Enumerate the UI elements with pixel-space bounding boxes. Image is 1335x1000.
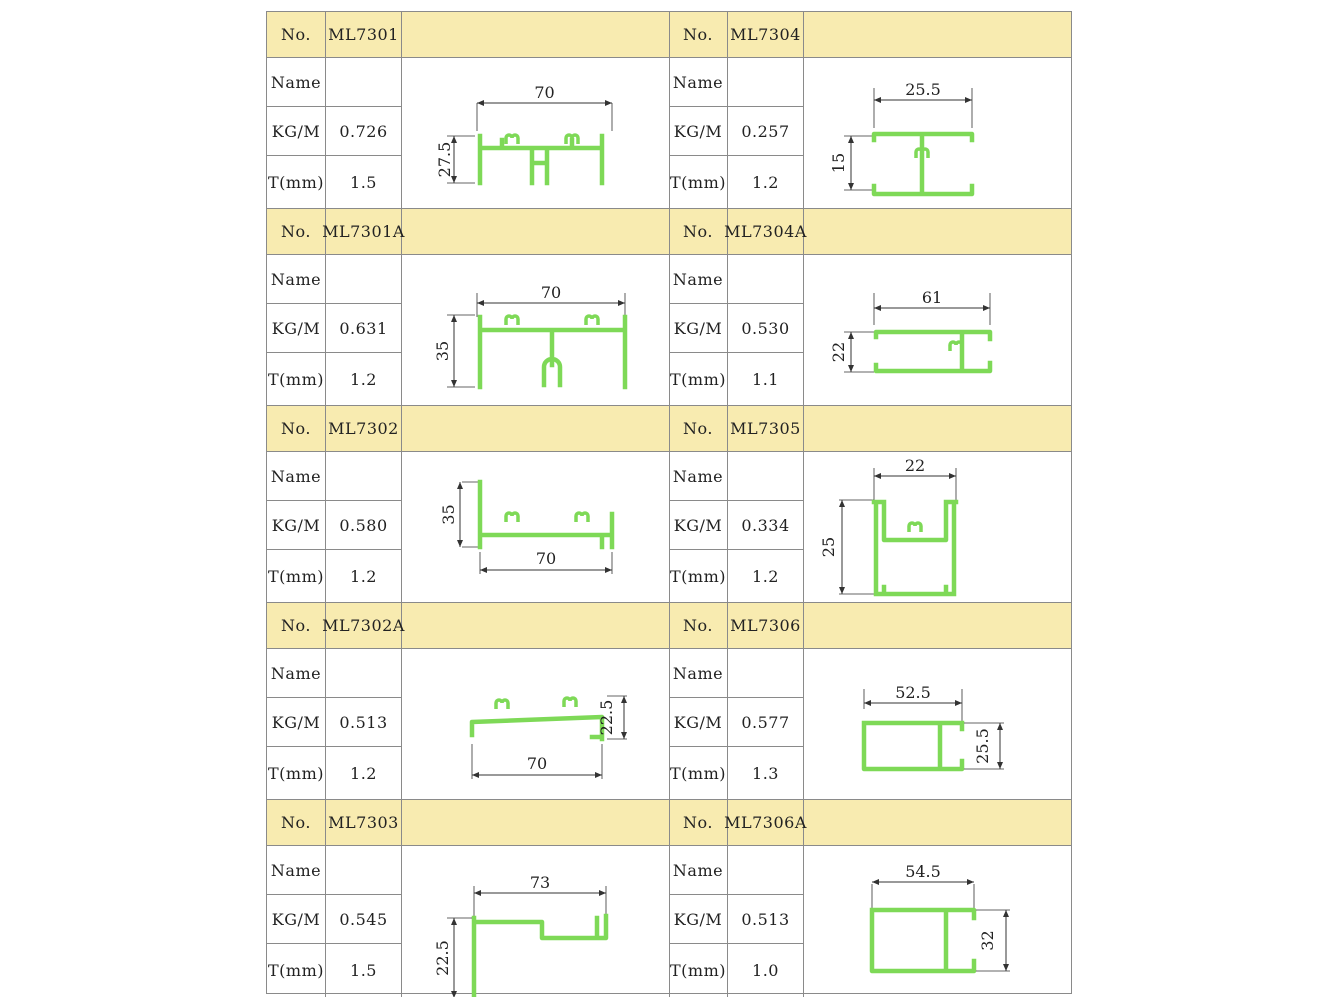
dimension-label: 70	[526, 754, 548, 773]
kgm-value: 0.530	[728, 304, 804, 353]
kgm-label: KG/M	[267, 107, 326, 156]
profile-cross-section	[402, 846, 669, 997]
kgm-label: KG/M	[267, 698, 326, 747]
dimension-label: 35	[433, 340, 452, 362]
dimension-label: 52.5	[895, 683, 931, 702]
name-label: Name	[669, 649, 728, 698]
name-value	[728, 255, 804, 304]
name-value	[326, 255, 402, 304]
product-number: ML7301	[326, 12, 402, 57]
thickness-value: 1.1	[728, 353, 804, 406]
no-label: No.	[669, 800, 728, 845]
no-label: No.	[267, 12, 326, 57]
thickness-value: 1.2	[326, 550, 402, 603]
product-card	[669, 209, 1071, 406]
product-header	[267, 12, 669, 58]
profile-section	[872, 910, 974, 971]
kgm-label: KG/M	[669, 895, 728, 944]
thickness-value: 1.2	[326, 747, 402, 800]
profile-drawing	[402, 649, 669, 800]
profile-cross-section	[804, 846, 1071, 997]
product-number: ML7304	[728, 12, 804, 57]
clip-feature	[506, 316, 518, 325]
thickness-value: 1.5	[326, 944, 402, 997]
name-label: Name	[669, 846, 728, 895]
kgm-label: KG/M	[267, 501, 326, 550]
dimension-label: 70	[534, 83, 555, 102]
product-header	[669, 406, 1071, 452]
kgm-value: 0.545	[326, 895, 402, 944]
name-label: Name	[267, 58, 326, 107]
name-label: Name	[669, 58, 728, 107]
profile-cross-section	[804, 58, 1071, 209]
kgm-label: KG/M	[669, 107, 728, 156]
profile-section	[876, 332, 990, 371]
height-dimension	[973, 723, 1003, 769]
height-dimension	[439, 482, 463, 547]
thickness-value: 1.2	[728, 156, 804, 209]
kgm-value: 0.513	[326, 698, 402, 747]
column-divider	[669, 800, 670, 997]
column-divider	[669, 12, 670, 209]
kgm-label: KG/M	[267, 304, 326, 353]
kgm-label: KG/M	[669, 698, 728, 747]
column-divider	[669, 406, 670, 603]
width-dimension	[872, 862, 974, 885]
product-number: ML7306A	[728, 800, 804, 845]
product-card	[669, 406, 1071, 603]
dimension-label: 70	[535, 549, 557, 568]
product-card	[267, 603, 669, 800]
width-dimension	[474, 873, 606, 896]
width-dimension	[874, 80, 972, 103]
height-dimension	[829, 136, 854, 190]
product-number: ML7305	[728, 406, 804, 451]
product-header	[267, 603, 669, 649]
product-header	[669, 12, 1071, 58]
no-label: No.	[267, 800, 326, 845]
product-number: ML7303	[326, 800, 402, 845]
thickness-label: T(mm)	[669, 944, 728, 997]
no-label: No.	[267, 603, 326, 648]
kgm-label: KG/M	[669, 501, 728, 550]
dimension-label: 25.5	[905, 80, 941, 99]
product-card	[267, 800, 669, 997]
dimension-label: 22	[904, 456, 926, 475]
no-label: No.	[669, 406, 728, 451]
clip-feature	[586, 316, 598, 325]
thickness-value: 1.5	[326, 156, 402, 209]
thickness-label: T(mm)	[267, 944, 326, 997]
product-card	[669, 800, 1071, 997]
thickness-label: T(mm)	[267, 353, 326, 406]
name-label: Name	[669, 255, 728, 304]
name-value	[728, 58, 804, 107]
thickness-value: 1.0	[728, 944, 804, 997]
width-dimension	[874, 456, 956, 479]
dimension-label: 73	[529, 873, 551, 892]
dimension-label: 61	[921, 288, 943, 307]
profile-cross-section	[804, 649, 1071, 800]
no-label: No.	[267, 209, 326, 254]
name-label: Name	[267, 649, 326, 698]
profile-drawing	[804, 255, 1071, 406]
thickness-label: T(mm)	[267, 156, 326, 209]
product-header	[267, 406, 669, 452]
clip-feature	[576, 513, 588, 522]
product-header	[669, 603, 1071, 649]
column-divider	[669, 209, 670, 406]
profile-drawing	[804, 58, 1071, 209]
height-dimension	[433, 315, 457, 387]
profile-drawing	[402, 58, 669, 209]
column-divider	[669, 603, 670, 800]
profile-section	[474, 916, 606, 997]
profile-cross-section	[402, 649, 669, 800]
dimension-label: 25.5	[973, 728, 992, 764]
clip-feature	[496, 700, 508, 709]
profile-drawing	[402, 452, 669, 603]
product-header	[669, 800, 1071, 846]
product-number: ML7301A	[326, 209, 402, 254]
no-label: No.	[669, 209, 728, 254]
kgm-value: 0.334	[728, 501, 804, 550]
name-value	[728, 452, 804, 501]
thickness-label: T(mm)	[669, 156, 728, 209]
dimension-label: 70	[540, 283, 562, 302]
kgm-value: 0.257	[728, 107, 804, 156]
kgm-value: 0.726	[326, 107, 402, 156]
product-row	[267, 406, 1071, 603]
thickness-label: T(mm)	[267, 747, 326, 800]
profile-cross-section	[804, 452, 1071, 603]
name-value	[326, 846, 402, 895]
product-row	[267, 603, 1071, 800]
thickness-label: T(mm)	[669, 550, 728, 603]
thickness-value: 1.2	[326, 353, 402, 406]
dimension-label: 22.5	[597, 699, 616, 736]
height-dimension	[978, 910, 1009, 971]
profile-section	[472, 717, 602, 739]
profile-cross-section	[402, 58, 669, 209]
product-number: ML7302A	[326, 603, 402, 648]
profile-drawing	[804, 846, 1071, 997]
dimension-label: 32	[978, 930, 997, 951]
dimension-label: 35	[439, 504, 458, 525]
kgm-value: 0.631	[326, 304, 402, 353]
kgm-value: 0.580	[326, 501, 402, 550]
product-card	[669, 603, 1071, 800]
product-card	[267, 12, 669, 209]
product-header	[267, 800, 669, 846]
profile-section	[480, 317, 625, 387]
kgm-value: 0.577	[728, 698, 804, 747]
height-dimension	[433, 918, 457, 997]
name-value	[326, 649, 402, 698]
height-dimension	[597, 696, 627, 739]
width-dimension	[864, 683, 962, 706]
product-header	[267, 209, 669, 255]
height-dimension	[829, 332, 854, 372]
width-dimension	[480, 549, 612, 573]
dimension-label: 27.5	[435, 141, 454, 178]
thickness-value: 1.3	[728, 747, 804, 800]
height-dimension	[819, 500, 845, 594]
profile-section	[864, 723, 962, 769]
profile-cross-section	[804, 255, 1071, 406]
product-number: ML7304A	[728, 209, 804, 254]
product-row	[267, 800, 1071, 997]
profile-drawing	[402, 846, 669, 997]
name-value	[728, 649, 804, 698]
no-label: No.	[669, 12, 728, 57]
thickness-label: T(mm)	[669, 353, 728, 406]
clip-feature	[506, 135, 518, 144]
profile-section	[480, 482, 612, 547]
profile-drawing	[402, 255, 669, 406]
dimension-label: 54.5	[905, 862, 941, 881]
kgm-label: KG/M	[669, 304, 728, 353]
product-row	[267, 209, 1071, 406]
name-value	[728, 846, 804, 895]
width-dimension	[874, 288, 990, 311]
width-dimension	[477, 283, 625, 306]
profile-section	[874, 134, 972, 194]
clip-feature	[506, 513, 518, 522]
product-number: ML7302	[326, 406, 402, 451]
profile-cross-section	[402, 452, 669, 603]
height-dimension	[435, 136, 457, 183]
product-row	[267, 12, 1071, 209]
profile-catalog-table	[266, 11, 1072, 994]
dimension-label: 22	[829, 341, 848, 363]
product-card	[267, 209, 669, 406]
dimension-label: 25	[819, 536, 838, 558]
dimension-label: 22.5	[433, 940, 452, 976]
name-label: Name	[267, 255, 326, 304]
no-label: No.	[267, 406, 326, 451]
profile-cross-section	[402, 255, 669, 406]
product-number: ML7306	[728, 603, 804, 648]
name-label: Name	[267, 452, 326, 501]
profile-drawing	[804, 452, 1071, 603]
width-dimension	[472, 754, 602, 778]
product-card	[267, 406, 669, 603]
clip-feature	[909, 523, 921, 532]
kgm-value: 0.513	[728, 895, 804, 944]
thickness-value: 1.2	[728, 550, 804, 603]
width-dimension	[477, 83, 612, 106]
thickness-label: T(mm)	[267, 550, 326, 603]
thickness-label: T(mm)	[669, 747, 728, 800]
clip-feature	[564, 698, 576, 707]
name-value	[326, 452, 402, 501]
name-value	[326, 58, 402, 107]
profile-section	[480, 136, 602, 183]
kgm-label: KG/M	[267, 895, 326, 944]
profile-drawing	[804, 649, 1071, 800]
name-label: Name	[267, 846, 326, 895]
product-header	[669, 209, 1071, 255]
name-label: Name	[669, 452, 728, 501]
dimension-label: 15	[829, 152, 848, 174]
product-card	[669, 12, 1071, 209]
no-label: No.	[669, 603, 728, 648]
profile-section	[874, 502, 956, 594]
